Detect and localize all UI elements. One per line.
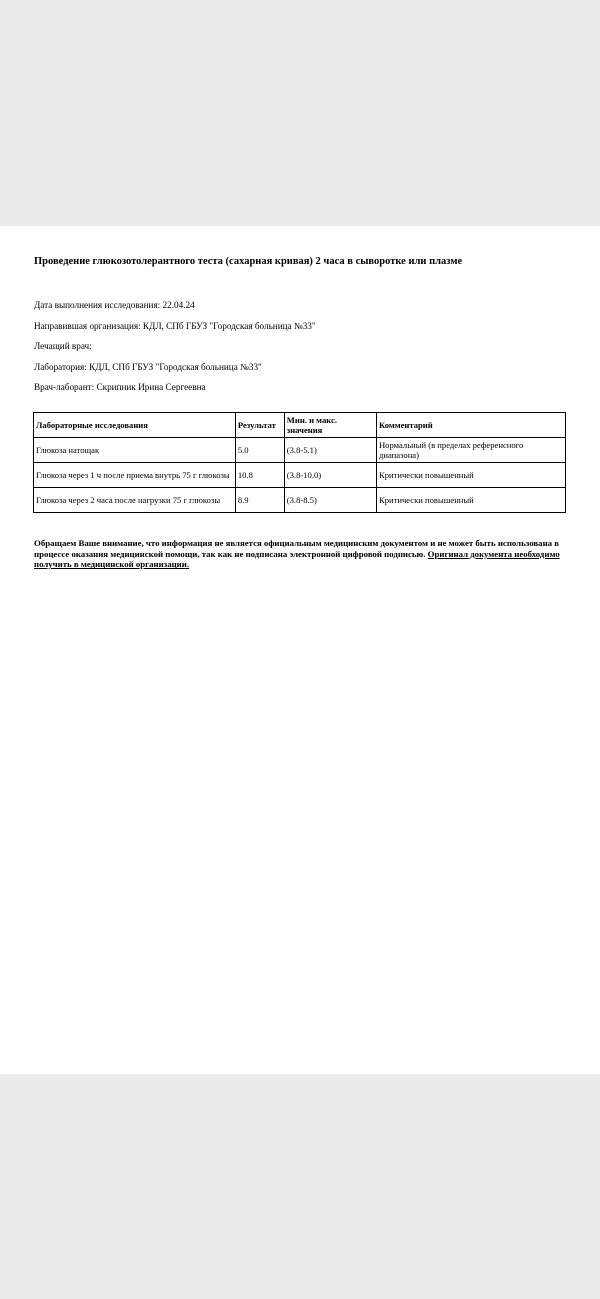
notice-underlined-text: Оригинал документа необходимо получить в медицинской организации. [34, 548, 560, 570]
research-date: Дата выполнения исследования: 22.04.24 [34, 300, 195, 310]
test-range: (3.8-5.1) [284, 438, 376, 463]
test-range: (3.8-10.0) [284, 463, 376, 488]
test-name: Глюкоза через 2 часа после нагрузки 75 г глюкозы [34, 488, 236, 513]
table-header-row [34, 413, 566, 438]
test-result: 10.8 [235, 463, 284, 488]
lab-doctor: Врач-лаборант: Скрипник Ирина Сергеевна [34, 382, 206, 392]
legal-notice [34, 538, 568, 570]
test-comment: Критически повышенный [376, 488, 565, 513]
table-row [34, 463, 566, 488]
test-result: 8.9 [235, 488, 284, 513]
test-comment: Нормальный (в пределах референсного диапазона) [376, 438, 565, 463]
laboratory: Лаборатория: КДЛ, СПб ГБУЗ "Городская больница №33" [34, 362, 262, 372]
table-row [34, 488, 566, 513]
page-title: Проведение глюкозотолерантного теста (сахарная кривая) 2 часа в сыворотке или плазме [34, 256, 463, 267]
test-result: 5.0 [235, 438, 284, 463]
header-result: Результат [235, 413, 284, 438]
document-page [0, 226, 600, 1074]
test-comment: Критически повышенный [376, 463, 565, 488]
attending-doctor: Лечащий врач: [34, 341, 92, 351]
header-range: Мин. и макс. значения [284, 413, 376, 438]
notice-text: Обращаем Ваше внимание, что информация не является официальным медицинским документом и не может быть использована в процессе оказания медицинской помощи, так как не подписана электронной цифровой подписью. [34, 538, 559, 559]
test-range: (3.8-8.5) [284, 488, 376, 513]
test-name: Глюкоза через 1 ч после приема внутрь 75 г глюкозы [34, 463, 236, 488]
header-test: Лабораторные исследования [34, 413, 236, 438]
referring-organization: Направившая организация: КДЛ, СПб ГБУЗ "Городская больница №33" [34, 321, 316, 331]
header-comment: Комментарий [376, 413, 565, 438]
test-name: Глюкоза натощак [34, 438, 236, 463]
table-row [34, 438, 566, 463]
results-table [33, 412, 566, 513]
